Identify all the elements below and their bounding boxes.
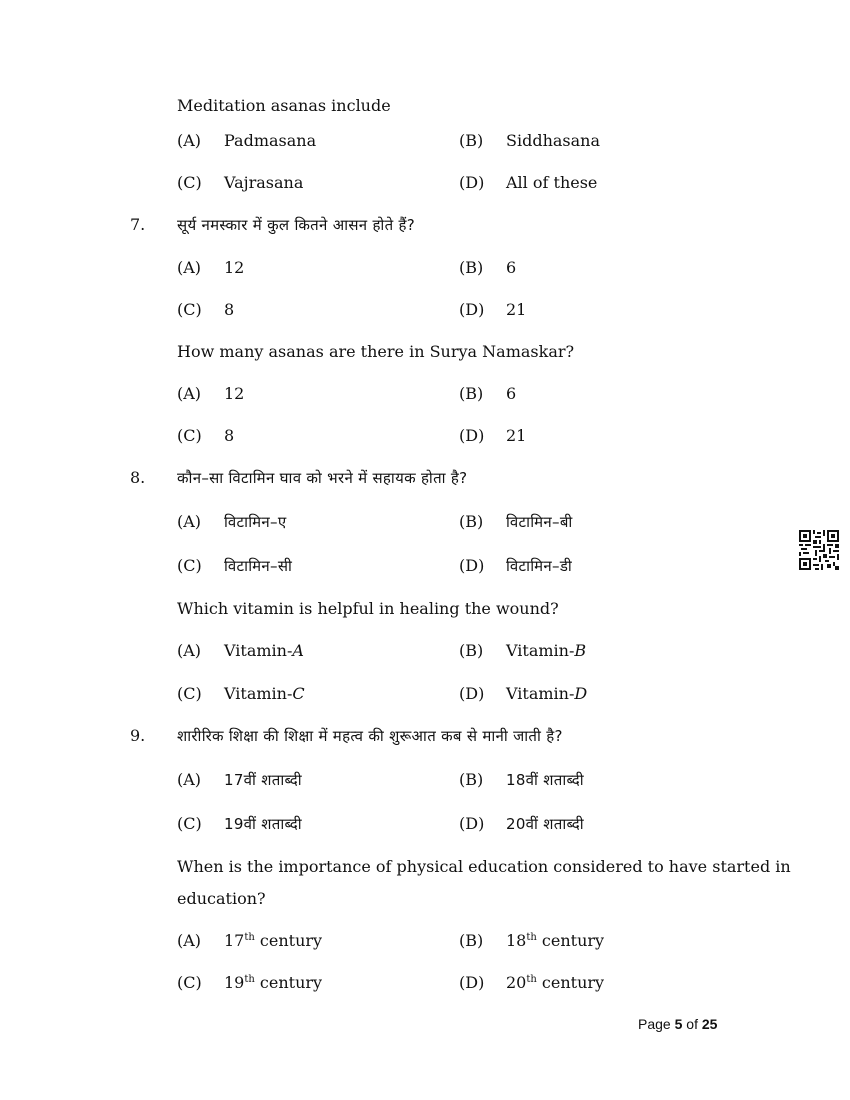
- option-number: 17: [224, 931, 245, 950]
- option-text: 17वीं शताब्दी: [224, 771, 302, 789]
- q7-english-question: How many asanas are there in Surya Namaskar?: [177, 342, 575, 361]
- page-current: 5: [674, 1016, 683, 1032]
- option-label: (B): [459, 258, 484, 277]
- q9-hindi-option-a: [177, 770, 302, 790]
- q7-hindi-option-a: [177, 258, 244, 278]
- option-label: (D): [459, 556, 485, 575]
- q8-hindi-option-c: [177, 556, 292, 576]
- q9-english-option-d: [459, 973, 604, 993]
- q8-english-option-d: [459, 684, 587, 704]
- option-text: 12: [224, 384, 245, 403]
- option-text: विटामिन–डी: [506, 557, 573, 575]
- option-label: (D): [459, 426, 485, 445]
- option-text: विटामिन–सी: [224, 557, 293, 575]
- q8-number: 8.: [130, 468, 146, 487]
- q8-english-option-b: [459, 641, 586, 661]
- option-ordinal: th: [526, 974, 537, 985]
- option-variable: B: [574, 641, 587, 660]
- q9-hindi-option-c: [177, 814, 302, 834]
- q8-english-option-a: [177, 641, 304, 661]
- option-label: (B): [459, 770, 484, 789]
- option-text: विटामिन–ए: [224, 513, 287, 531]
- option-prefix: Vitamin-: [224, 684, 293, 703]
- page-total: 25: [701, 1016, 718, 1032]
- q7-number: 7.: [130, 215, 146, 234]
- option-label: (B): [459, 512, 484, 531]
- q6-option-d: [459, 173, 597, 193]
- option-ordinal: th: [244, 974, 255, 985]
- q9-english-option-b: [459, 931, 604, 951]
- option-label: (C): [177, 173, 202, 192]
- option-label: (B): [459, 384, 484, 403]
- option-label: (B): [459, 131, 484, 150]
- option-label: (D): [459, 814, 485, 833]
- option-text: Padmasana: [224, 131, 317, 150]
- option-label: (A): [177, 931, 202, 950]
- option-label: (A): [177, 131, 202, 150]
- option-variable: A: [292, 641, 304, 660]
- q7-hindi-question: सूर्य नमस्कार में कुल कितने आसन होते हैं?: [177, 216, 416, 234]
- q9-english-question-line1: When is the importance of physical education considered to have started in: [177, 857, 791, 876]
- option-label: (A): [177, 641, 202, 660]
- q9-hindi-option-d: [459, 814, 584, 834]
- option-text: 21: [506, 300, 527, 319]
- q9-hindi-option-b: [459, 770, 584, 790]
- option-label: (A): [177, 512, 202, 531]
- option-number: 19: [224, 973, 245, 992]
- q6-option-a: [177, 131, 316, 151]
- q7-hindi-option-b: [459, 258, 516, 278]
- option-text: 20वीं शताब्दी: [506, 815, 584, 833]
- option-label: (C): [177, 973, 202, 992]
- option-prefix: Vitamin-: [506, 684, 575, 703]
- q7-english-option-a: [177, 384, 244, 404]
- option-variable: C: [292, 684, 305, 703]
- q9-hindi-question: शारीरिक शिक्षा की शिक्षा में महत्व की शुरूआत कब से मानी जाती है?: [177, 727, 563, 745]
- q9-english-option-a: [177, 931, 322, 951]
- option-word: century: [541, 931, 605, 950]
- option-text: 8: [224, 426, 235, 445]
- option-text: 8: [224, 300, 235, 319]
- option-label: (A): [177, 384, 202, 403]
- option-label: (D): [459, 973, 485, 992]
- option-word: century: [259, 973, 323, 992]
- option-label: (A): [177, 770, 202, 789]
- option-text: Siddhasana: [506, 131, 600, 150]
- q7-hindi-option-d: [459, 300, 526, 320]
- q7-english-option-d: [459, 426, 526, 446]
- option-label: (C): [177, 684, 202, 703]
- option-number: 20: [506, 973, 527, 992]
- q8-hindi-option-a: [177, 512, 286, 532]
- option-text: 6: [506, 258, 517, 277]
- q6-option-c: [177, 173, 303, 193]
- option-word: century: [259, 931, 323, 950]
- option-label: (C): [177, 814, 202, 833]
- option-text: 19वीं शताब्दी: [224, 815, 302, 833]
- q7-hindi-option-c: [177, 300, 234, 320]
- option-text: 18वीं शताब्दी: [506, 771, 584, 789]
- option-prefix: Vitamin-: [224, 641, 293, 660]
- option-prefix: Vitamin-: [506, 641, 575, 660]
- option-label: (D): [459, 173, 485, 192]
- page-of-word: of: [686, 1016, 698, 1032]
- option-label: (A): [177, 258, 202, 277]
- option-text: विटामिन–बी: [506, 513, 573, 531]
- q7-english-option-b: [459, 384, 516, 404]
- option-word: century: [541, 973, 605, 992]
- option-variable: D: [574, 684, 588, 703]
- q6-option-b: [459, 131, 600, 151]
- q9-number: 9.: [130, 726, 146, 745]
- option-label: (D): [459, 300, 485, 319]
- option-text: 21: [506, 426, 527, 445]
- option-label: (D): [459, 684, 485, 703]
- q8-hindi-option-d: [459, 556, 572, 576]
- q9-english-question-line2: education?: [177, 889, 266, 908]
- q8-english-option-c: [177, 684, 305, 704]
- option-text: Vajrasana: [224, 173, 304, 192]
- option-ordinal: th: [244, 932, 255, 943]
- option-number: 18: [506, 931, 527, 950]
- page-number: [638, 1016, 717, 1032]
- option-label: (C): [177, 426, 202, 445]
- q8-hindi-option-b: [459, 512, 573, 532]
- option-text: 6: [506, 384, 517, 403]
- page-word: Page: [638, 1016, 671, 1032]
- q8-hindi-question: कौन–सा विटामिन घाव को भरने में सहायक होता है?: [177, 469, 468, 487]
- q7-english-option-c: [177, 426, 234, 446]
- option-label: (C): [177, 300, 202, 319]
- option-label: (B): [459, 641, 484, 660]
- q9-english-option-c: [177, 973, 322, 993]
- option-text: 12: [224, 258, 245, 277]
- qr-code-icon: [799, 530, 839, 570]
- option-label: (B): [459, 931, 484, 950]
- q8-english-question: Which vitamin is helpful in healing the wound?: [177, 599, 559, 618]
- option-label: (C): [177, 556, 202, 575]
- option-text: All of these: [506, 173, 598, 192]
- option-ordinal: th: [526, 932, 537, 943]
- q6-question: Meditation asanas include: [177, 96, 391, 115]
